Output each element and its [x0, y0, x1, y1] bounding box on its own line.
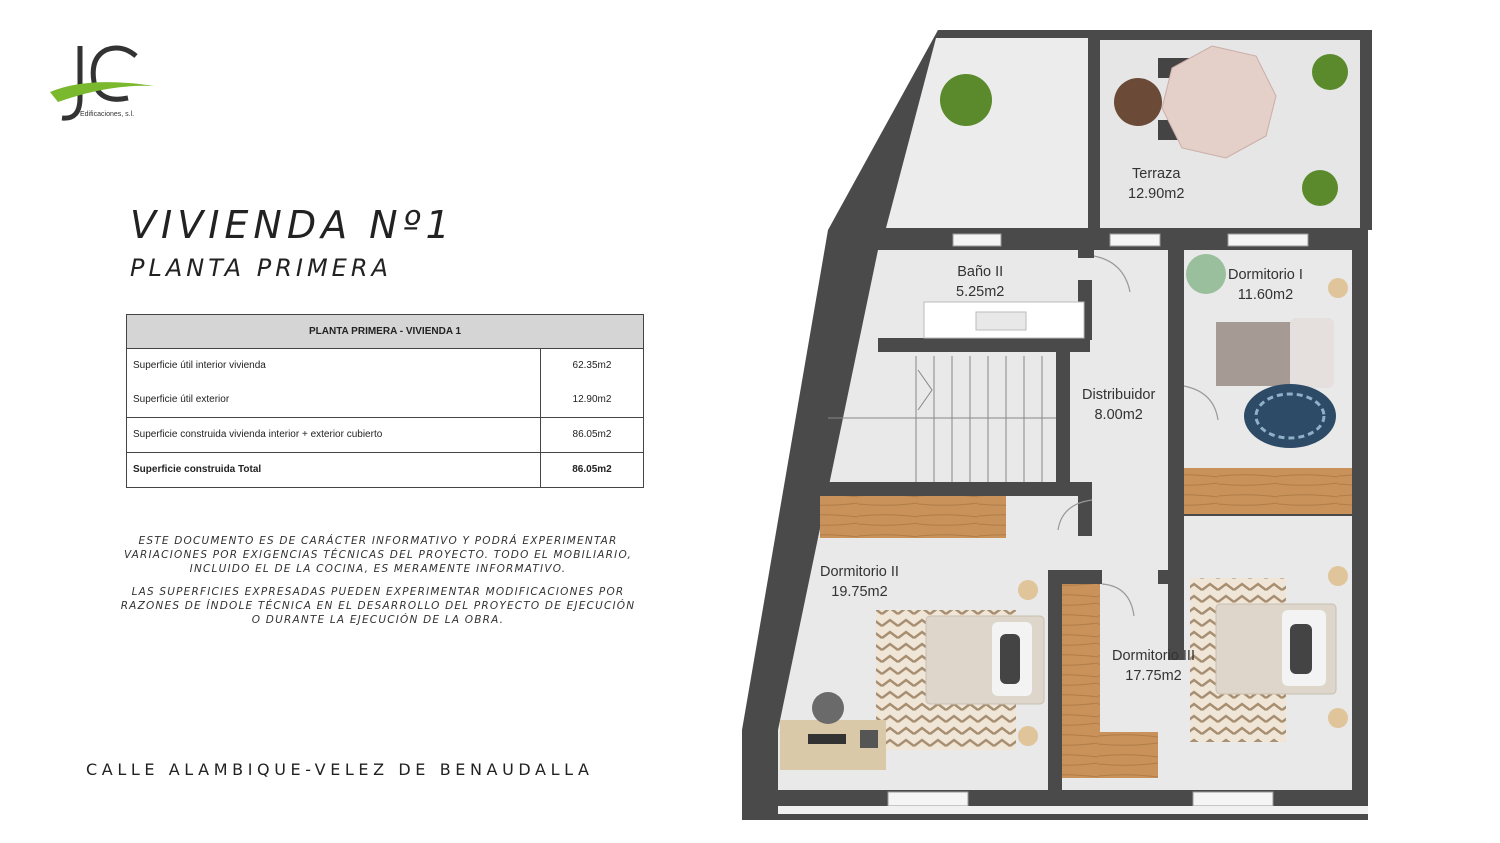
terrace-left-floor [886, 38, 1088, 228]
room-area: 17.75m2 [1125, 668, 1182, 684]
row-value: 12.90m2 [572, 394, 612, 405]
page-title: VIVIENDA Nº1 [130, 203, 455, 247]
floor-plan [738, 30, 1388, 830]
room-bano-ii [956, 262, 1004, 302]
pouf [1186, 254, 1226, 294]
room-area: 8.00m2 [1094, 407, 1143, 423]
table-row [127, 417, 643, 452]
terrace-table [1114, 78, 1162, 126]
room-name: Distribuidor [1082, 387, 1156, 403]
row-label: Superficie construida Total [127, 453, 541, 487]
room-area: 12.90m2 [1128, 186, 1185, 202]
row-label: Superficie útil exterior [127, 383, 541, 417]
wardrobe-dorm2 [820, 496, 1006, 538]
room-dormitorio-i [1228, 265, 1303, 305]
room-area: 19.75m2 [831, 584, 888, 600]
room-name: Baño II [957, 264, 1004, 280]
table-row [127, 349, 643, 383]
room-name: Dormitorio III [1112, 648, 1195, 664]
room-name: Terraza [1132, 166, 1181, 182]
row-value: 62.35m2 [572, 360, 612, 371]
disclaimer [118, 534, 638, 636]
row-value: 86.05m2 [572, 464, 612, 475]
room-distribuidor [1082, 385, 1155, 425]
page-subtitle: PLANTA PRIMERA [130, 254, 392, 282]
floor-plan-drawing [738, 30, 1388, 830]
logo-tagline: Edificaciones, s.l. [80, 111, 135, 118]
room-name: Dormitorio I [1228, 267, 1303, 283]
surface-table [126, 314, 644, 488]
room-area: 5.25m2 [956, 284, 1005, 300]
room-dormitorio-iii [1112, 646, 1195, 686]
bed-dorm1 [1216, 318, 1334, 388]
table-row [127, 383, 643, 417]
table-header: PLANTA PRIMERA - VIVIENDA 1 [127, 315, 643, 349]
room-terraza [1128, 164, 1184, 204]
disclaimer-paragraph: LAS SUPERFICIES EXPRESADAS PUEDEN EXPERIMENTAR MODIFICACIONES POR RAZONES DE ÍNDOLE TÉCNICA EN EL DESARROLLO DEL PROYECTO DE EJECUCIÓN O DURANTE LA EJECUCIÓN DE LA OBRA. [120, 586, 636, 626]
bed-dorm3 [1216, 604, 1336, 694]
table-row-total [127, 452, 643, 487]
street-address: CALLE ALAMBIQUE-VELEZ DE BENAUDALLA [86, 760, 594, 779]
room-area: 11.60m2 [1237, 287, 1294, 303]
desk-chair [812, 692, 844, 724]
wardrobe-dorm1 [1184, 468, 1352, 514]
bed-dorm2 [926, 616, 1044, 704]
row-label: Superficie construida vivienda interior + exterior cubierto [127, 418, 541, 452]
disclaimer-paragraph: ESTE DOCUMENTO ES DE CARÁCTER INFORMATIVO Y PODRÁ EXPERIMENTAR VARIACIONES POR EXIGENCIAS TÉCNICAS DEL PROYECTO. TODO EL MOBILIARIO, INCLUIDO EL DE LA COCINA, ES MERAMENTE INFORMATIVO. [123, 535, 633, 575]
row-label: Superficie útil interior vivienda [127, 349, 541, 383]
room-name: Dormitorio II [820, 564, 899, 580]
row-value: 86.05m2 [572, 429, 612, 440]
room-dormitorio-ii [820, 562, 899, 602]
